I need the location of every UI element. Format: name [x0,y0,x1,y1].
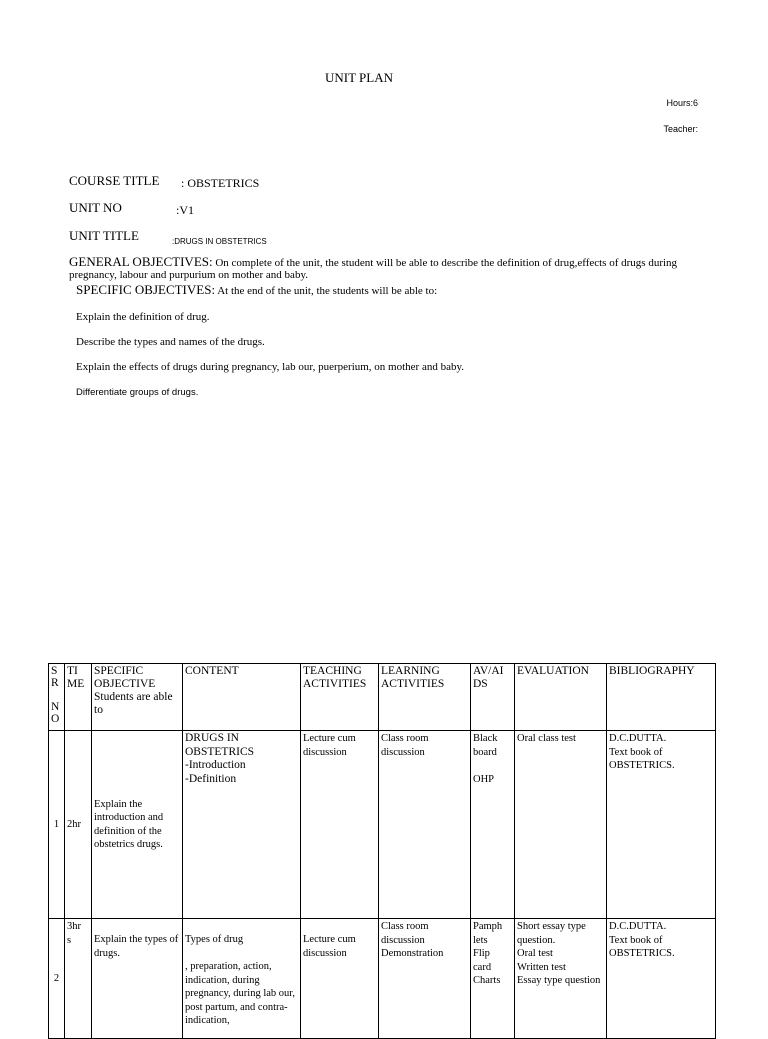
course-title-value-wrap [181,174,259,192]
course-title-value: : OBSTETRICS [181,176,260,190]
header-teaching-activities: TEACHING ACTIVITIES [301,664,379,731]
unit-no-value: :V1 [176,203,194,217]
row-content: Types of drug , preparation, action, indication, during pregnancy, during lab our, post partum, and contra-indication, [183,919,301,1039]
row-learning: Class room discussion [379,731,471,919]
unit-no-value-wrap [176,201,194,219]
header-content: CONTENT [183,664,301,731]
unit-title-row [69,227,139,245]
objective-item: Explain the effects of drugs during pregnancy, lab our, puerperium, on mother and baby. [76,361,465,373]
row-content: DRUGS IN OBSTETRICS -Introduction -Definition [183,731,301,919]
header-evaluation: EVALUATION [515,664,607,731]
hours-label: Hours:6 [666,98,698,108]
unit-plan-table [48,663,716,1039]
general-objectives-text: On complete of the unit, the student will be able to describe the definition of drug,effects of drugs during pregnancy, labour and purpurium on mother and baby. [69,257,678,281]
general-objectives-label: GENERAL OBJECTIVES: [69,254,213,269]
row-aids: Pamph lets Flip card Charts [471,919,515,1039]
objective-item: Describe the types and names of the drugs. [76,336,265,348]
header-sr-no: S R N O [49,664,65,731]
row-teaching: Lecture cum discussion [301,919,379,1039]
header-learning-activities: LEARNING ACTIVITIES [379,664,471,731]
header-specific-objective: SPECIFIC OBJECTIVE Students are able to [92,664,183,731]
row-time: 2hr [65,731,92,919]
table-header-row [49,664,716,731]
header-bibliography: BIBLIOGRAPHY [607,664,716,731]
objective-item: Explain the definition of drug. [76,311,210,323]
unit-no-row [69,199,122,217]
row-objective: Explain the types of drugs. [92,919,183,1039]
row-evaluation: Short essay type question. Oral test Written test Essay type question [515,919,607,1039]
row-aids: Black board OHP [471,731,515,919]
page-title: UNIT PLAN [324,70,393,85]
row-bibliography: D.C.DUTTA. Text book of OBSTETRICS. [607,731,716,919]
teacher-label: Teacher: [663,124,698,134]
table-row [49,731,716,919]
course-title-label: COURSE TITLE [69,173,160,188]
row-sr-no: 2 [49,919,65,1039]
unit-title-value-wrap [172,231,267,249]
header-time: TI ME [65,664,92,731]
row-evaluation: Oral class test [515,731,607,919]
unit-title-value: :DRUGS IN OBSTETRICS [172,237,267,246]
specific-objectives [76,284,706,297]
specific-objectives-label: SPECIFIC OBJECTIVES: [76,282,216,297]
unit-no-label: UNIT NO [69,200,122,215]
table-row [49,919,716,1039]
row-sr-no: 1 [49,731,65,919]
specific-objectives-text: At the end of the unit, the students will be able to: [215,285,438,297]
row-time: 3hr s [65,919,92,1039]
row-bibliography: D.C.DUTTA. Text book of OBSTETRICS. [607,919,716,1039]
general-objectives [69,256,699,281]
course-title-row [69,172,159,190]
row-objective: Explain the introduction and definition of the obstetrics drugs. [92,731,183,919]
row-learning: Class room discussion Demonstration [379,919,471,1039]
row-teaching: Lecture cum discussion [301,731,379,919]
header-av-aids: AV/AI DS [471,664,515,731]
objective-item: Differentiate groups of drugs. [76,387,199,398]
unit-title-label: UNIT TITLE [69,228,139,243]
